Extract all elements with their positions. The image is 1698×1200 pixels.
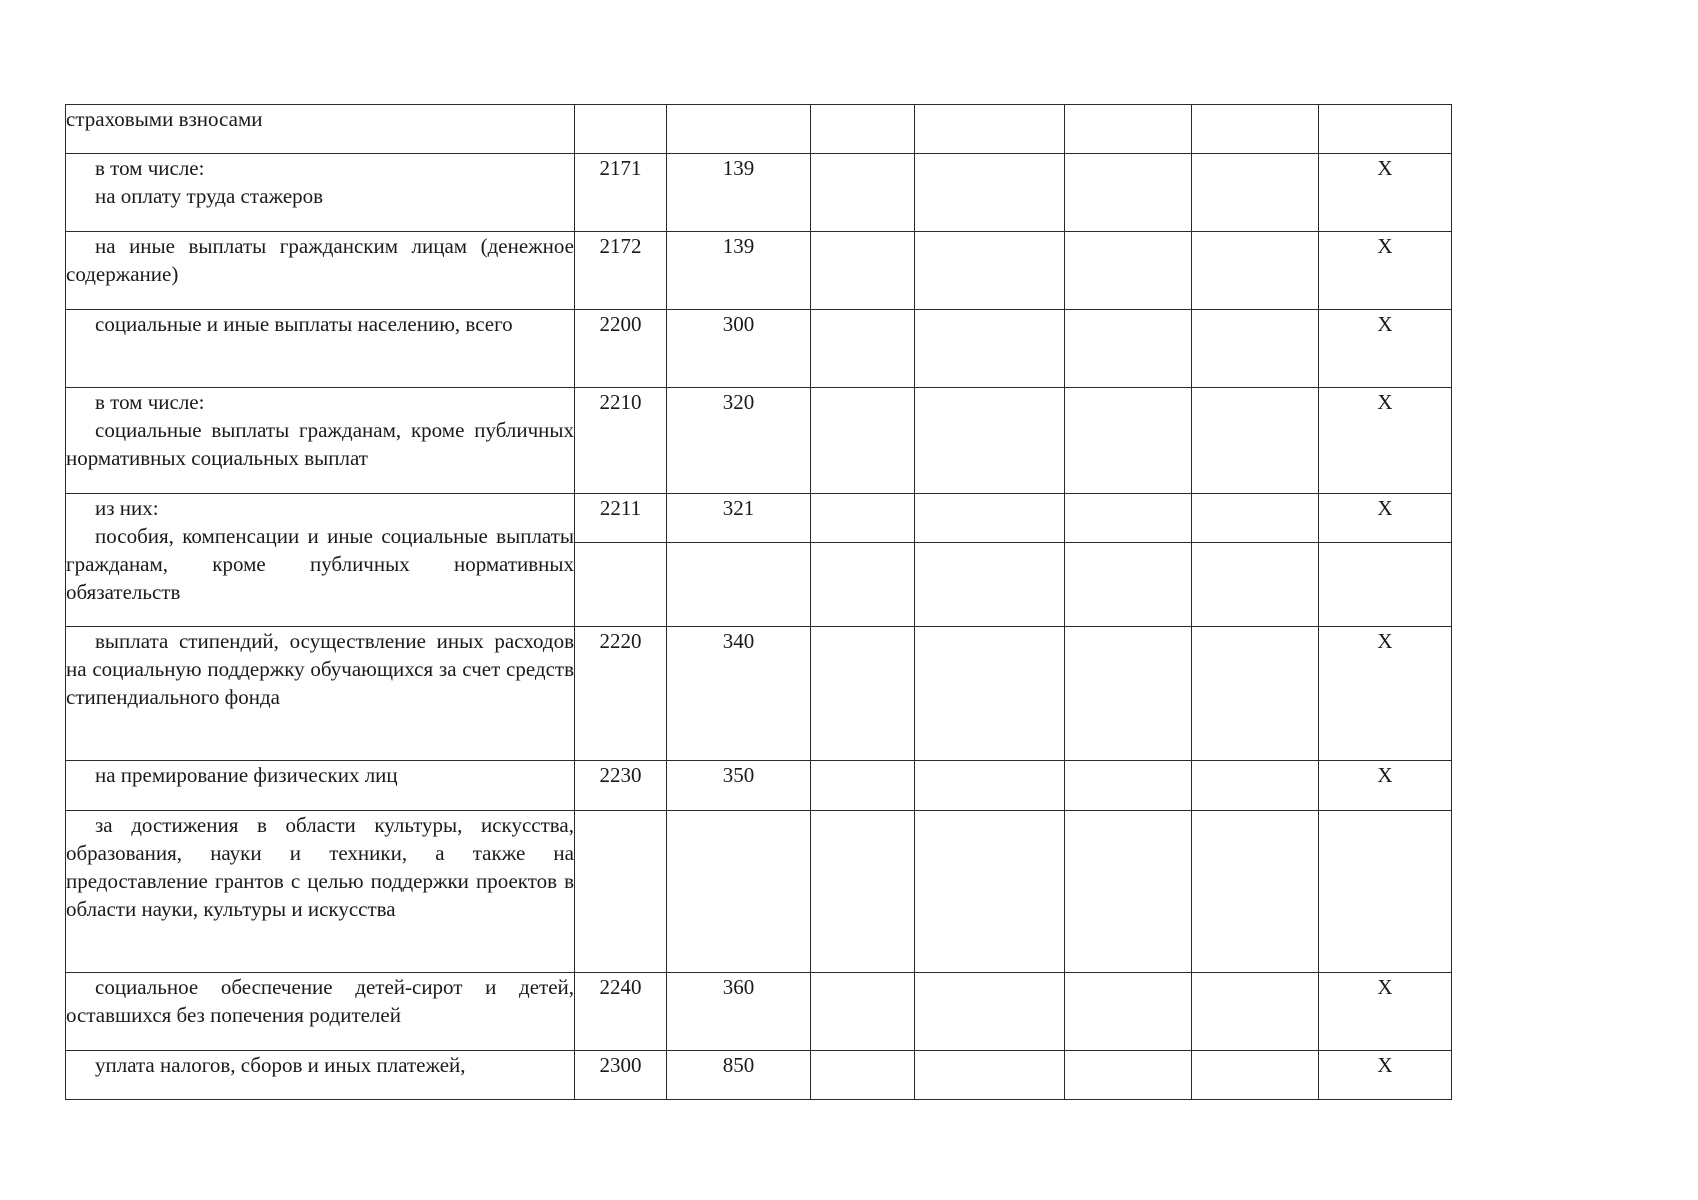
- value-cell: [811, 105, 915, 154]
- row-code: 2230: [575, 761, 667, 811]
- value-cell: [1192, 1051, 1319, 1100]
- row-mark: X: [1319, 232, 1452, 310]
- description-line: из них:: [95, 496, 159, 520]
- value-cell: [915, 1051, 1065, 1100]
- row-mark: X: [1319, 1051, 1452, 1100]
- value-cell: [915, 973, 1065, 1051]
- row-code: [575, 105, 667, 154]
- value-cell: [811, 1051, 915, 1100]
- value-cell: [915, 232, 1065, 310]
- value-cell: [811, 627, 915, 761]
- value-cell: [1065, 154, 1192, 232]
- description-line: на премирование физических лиц: [95, 763, 398, 787]
- value-cell: [1065, 811, 1192, 973]
- value-cell: [915, 494, 1065, 543]
- row-code: 2210: [575, 388, 667, 494]
- value-cell: [915, 761, 1065, 811]
- description-line: социальное обеспечение детей-сирот и детей, оставшихся без попечения родителей: [66, 975, 574, 1027]
- value-cell: [1065, 1051, 1192, 1100]
- description-line: пособия, компенсации и иные социальные выплаты гражданам, кроме публичных нормативных обязательств: [66, 524, 574, 604]
- row-code: 2220: [575, 627, 667, 761]
- value-cell: [1192, 232, 1319, 310]
- row-kbk: 850: [667, 1051, 811, 1100]
- row-description: [66, 811, 575, 973]
- table-row: [66, 627, 1452, 761]
- value-cell: [915, 543, 1065, 627]
- value-cell: [811, 761, 915, 811]
- value-cell: [811, 494, 915, 543]
- value-cell: [1065, 494, 1192, 543]
- row-mark: [1319, 105, 1452, 154]
- description-line: в том числе:: [95, 156, 205, 180]
- value-cell: [811, 388, 915, 494]
- value-cell: [915, 154, 1065, 232]
- row-mark: X: [1319, 973, 1452, 1051]
- description-line: социальные и иные выплаты населению, всего: [95, 312, 513, 336]
- value-cell: [1192, 811, 1319, 973]
- row-mark: X: [1319, 388, 1452, 494]
- value-cell: [915, 388, 1065, 494]
- row-kbk: 320: [667, 388, 811, 494]
- table-row: [66, 761, 1452, 811]
- row-description: [66, 105, 575, 154]
- value-cell: [1065, 973, 1192, 1051]
- description-line: выплата стипендий, осуществление иных расходов на социальную поддержку обучающихся за счет средств стипендиального фонда: [66, 629, 574, 709]
- description-line: в том числе:: [95, 390, 205, 414]
- value-cell: [1192, 388, 1319, 494]
- table-row: [66, 154, 1452, 232]
- row-description: [66, 1051, 575, 1100]
- row-description: [66, 494, 575, 627]
- value-cell: [1192, 105, 1319, 154]
- row-description: [66, 232, 575, 310]
- table-row: [66, 388, 1452, 494]
- value-cell: [1065, 232, 1192, 310]
- row-kbk: [667, 811, 811, 973]
- value-cell: [811, 232, 915, 310]
- description-line: уплата налогов, сборов и иных платежей,: [95, 1053, 466, 1077]
- row-code: 2240: [575, 973, 667, 1051]
- table-row: [66, 1051, 1452, 1100]
- row-kbk: 300: [667, 310, 811, 388]
- table-row: [66, 105, 1452, 154]
- row-code: 2300: [575, 1051, 667, 1100]
- value-cell: [915, 105, 1065, 154]
- value-cell: [1192, 494, 1319, 543]
- row-kbk: 321: [667, 494, 811, 543]
- value-cell: [1065, 388, 1192, 494]
- value-cell: [915, 627, 1065, 761]
- value-cell: [1319, 543, 1452, 627]
- description-line: за достижения в области культуры, искусства, образования, науки и техники, а также на предоставление грантов с целью поддержки проектов в области науки, культуры и искусства: [66, 813, 574, 921]
- value-cell: [1065, 105, 1192, 154]
- table-row: [66, 494, 1452, 543]
- row-kbk: 360: [667, 973, 811, 1051]
- row-code: [575, 811, 667, 973]
- value-cell: [1065, 627, 1192, 761]
- value-cell: [1192, 543, 1319, 627]
- value-cell: [1192, 310, 1319, 388]
- expenditure-table: [65, 104, 1452, 1100]
- row-kbk: 139: [667, 232, 811, 310]
- row-description: [66, 310, 575, 388]
- row-mark: X: [1319, 154, 1452, 232]
- value-cell: [1192, 154, 1319, 232]
- value-cell: [1065, 761, 1192, 811]
- value-cell: [1065, 310, 1192, 388]
- value-cell: [811, 973, 915, 1051]
- row-description: [66, 627, 575, 761]
- row-description: [66, 388, 575, 494]
- row-mark: X: [1319, 761, 1452, 811]
- value-cell: [811, 154, 915, 232]
- row-kbk: 340: [667, 627, 811, 761]
- value-cell: [575, 543, 667, 627]
- row-code: 2200: [575, 310, 667, 388]
- description-line: социальные выплаты гражданам, кроме публичных нормативных социальных выплат: [66, 418, 574, 470]
- row-mark: X: [1319, 627, 1452, 761]
- value-cell: [667, 543, 811, 627]
- table-row: [66, 811, 1452, 973]
- value-cell: [1192, 973, 1319, 1051]
- description-line: на иные выплаты гражданским лицам (денежное содержание): [66, 234, 574, 286]
- value-cell: [915, 811, 1065, 973]
- table-row: [66, 973, 1452, 1051]
- row-mark: [1319, 811, 1452, 973]
- row-code: 2171: [575, 154, 667, 232]
- table-row: [66, 232, 1452, 310]
- row-mark: X: [1319, 310, 1452, 388]
- row-code: 2211: [575, 494, 667, 543]
- row-mark: X: [1319, 494, 1452, 543]
- row-kbk: 350: [667, 761, 811, 811]
- table-row: [66, 310, 1452, 388]
- row-description: [66, 973, 575, 1051]
- row-kbk: [667, 105, 811, 154]
- row-code: 2172: [575, 232, 667, 310]
- row-description: [66, 761, 575, 811]
- value-cell: [811, 811, 915, 973]
- row-kbk: 139: [667, 154, 811, 232]
- row-description: [66, 154, 575, 232]
- value-cell: [1192, 761, 1319, 811]
- value-cell: [1065, 543, 1192, 627]
- value-cell: [915, 310, 1065, 388]
- value-cell: [811, 310, 915, 388]
- description-line: на оплату труда стажеров: [95, 184, 324, 208]
- description-line: страховыми взносами: [66, 107, 263, 131]
- value-cell: [811, 543, 915, 627]
- value-cell: [1192, 627, 1319, 761]
